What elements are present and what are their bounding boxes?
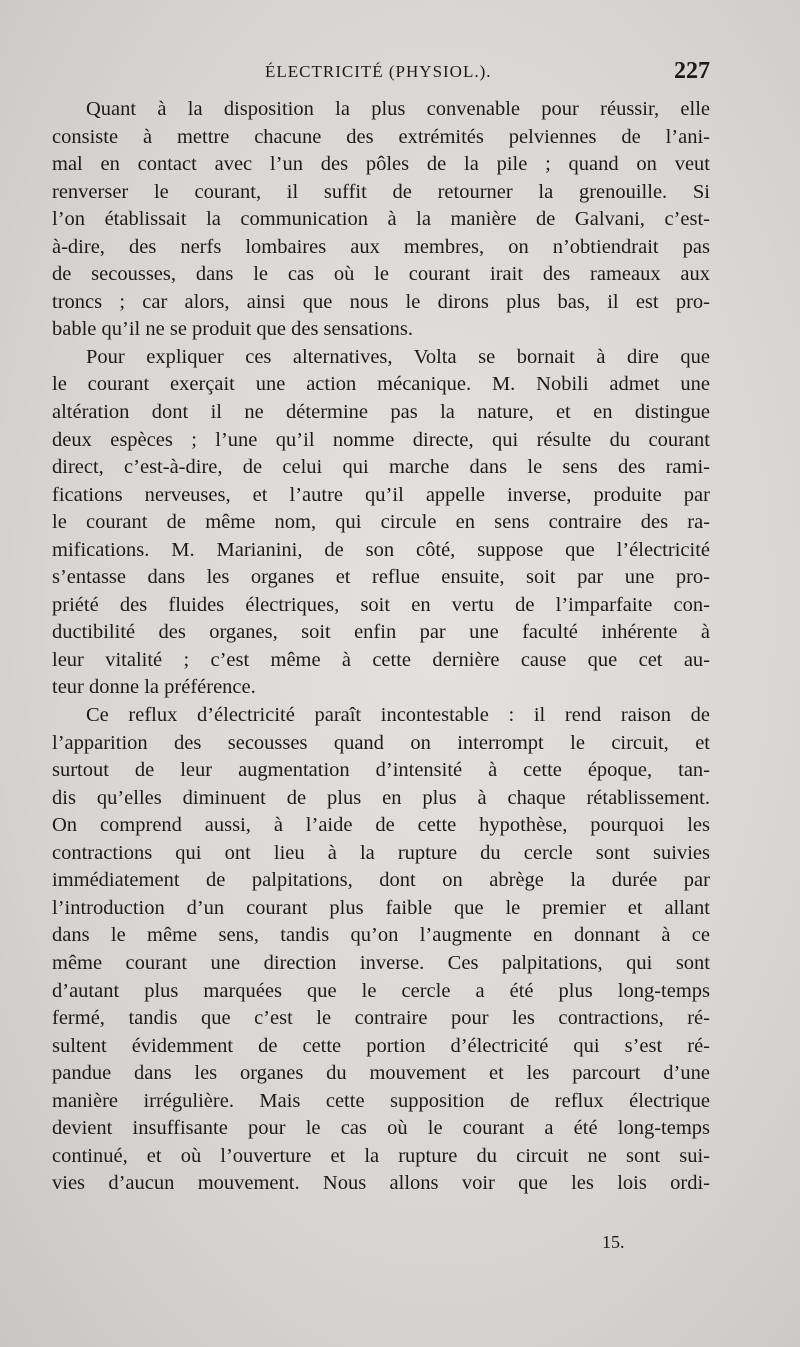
paragraph-2 xyxy=(52,344,710,702)
text-line: altération dont il ne détermine pas la nature, et en distingue xyxy=(52,401,710,424)
text-line: sultent évidemment de cette portion d’électricité qui s’est ré- xyxy=(52,1034,710,1057)
running-head: ÉLECTRICITÉ (PHYSIOL.). xyxy=(265,62,492,81)
text-line: priété des fluides électriques, soit en vertu de l’imparfaite con- xyxy=(52,593,710,616)
text-line: le courant de même nom, qui circule en sens contraire des ra- xyxy=(52,511,710,534)
text-line: On comprend aussi, à l’aide de cette hypothèse, pourquoi les xyxy=(52,814,710,837)
text-line: teur donne la préférence. xyxy=(52,676,256,699)
text-line: ductibilité des organes, soit enfin par une faculté inhérente à xyxy=(52,621,710,644)
text-line: l’apparition des secousses quand on interrompt le circuit, et xyxy=(52,731,710,754)
text-line: fermé, tandis que c’est le contraire pour les contractions, ré- xyxy=(52,1007,710,1030)
text-line: immédiatement de palpitations, dont on abrège la durée par xyxy=(52,869,710,892)
text-line: l’on établissait la communication à la manière de Galvani, c’est- xyxy=(52,208,710,231)
text-line: devient insuffisante pour le cas où le courant a été long-temps xyxy=(52,1117,710,1140)
text-line: bable qu’il ne se produit que des sensations. xyxy=(52,318,413,341)
paragraph-3 xyxy=(52,702,710,1198)
text-line: Pour expliquer ces alternatives, Volta se bornait à dire que xyxy=(86,345,710,368)
text-line: continué, et où l’ouverture et la rupture du circuit ne sont sui- xyxy=(52,1144,710,1167)
text-line: fications nerveuses, et l’autre qu’il appelle inverse, produite par xyxy=(52,483,710,506)
paragraph-1 xyxy=(52,96,710,344)
text-line: contractions qui ont lieu à la rupture du cercle sont suivies xyxy=(52,841,710,864)
text-line: le courant exerçait une action mécanique. M. Nobili admet une xyxy=(52,373,710,396)
text-line: surtout de leur augmentation d’intensité à cette époque, tan- xyxy=(52,759,710,782)
text-line: direct, c’est-à-dire, de celui qui marche dans le sens des rami- xyxy=(52,456,710,479)
text-line: à-dire, des nerfs lombaires aux membres, on n’obtiendrait pas xyxy=(52,235,710,258)
page-header xyxy=(60,58,710,92)
text-line: pandue dans les organes du mouvement et les parcourt d’une xyxy=(52,1062,710,1085)
page-number: 227 xyxy=(674,58,710,84)
text-line: dans le même sens, tandis qu’on l’augmente en donnant à ce xyxy=(52,924,710,947)
text-line: mifications. M. Marianini, de son côté, suppose que l’électricité xyxy=(52,538,710,561)
text-line: consiste à mettre chacune des extrémités pelviennes de l’ani- xyxy=(52,125,710,148)
text-line: vies d’aucun mouvement. Nous allons voir que les lois ordi- xyxy=(52,1172,710,1195)
text-line: dis qu’elles diminuent de plus en plus à chaque rétablissement. xyxy=(52,786,710,809)
text-line: leur vitalité ; c’est même à cette dernière cause que cet au- xyxy=(52,648,710,671)
text-line: troncs ; car alors, ainsi que nous le dirons plus bas, il est pro- xyxy=(52,290,710,313)
text-line: renverser le courant, il suffit de retourner la grenouille. Si xyxy=(52,180,710,203)
signature-mark: 15. xyxy=(602,1232,625,1252)
text-line: de secousses, dans le cas où le courant irait des rameaux aux xyxy=(52,263,710,286)
text-line: manière irrégulière. Mais cette supposition de reflux électrique xyxy=(52,1089,710,1112)
text-line: l’introduction d’un courant plus faible que le premier et allant xyxy=(52,896,710,919)
text-line: même courant une direction inverse. Ces palpitations, qui sont xyxy=(52,951,710,974)
text-line: mal en contact avec l’un des pôles de la pile ; quand on veut xyxy=(52,153,710,176)
text-line: s’entasse dans les organes et reflue ensuite, soit par une pro- xyxy=(52,566,710,589)
text-line: Ce reflux d’électricité paraît incontestable : il rend raison de xyxy=(86,704,710,727)
text-line: d’autant plus marquées que le cercle a été plus long-temps xyxy=(52,979,710,1002)
text-line: Quant à la disposition la plus convenable pour réussir, elle xyxy=(86,98,710,120)
text-line: deux espèces ; l’une qu’il nomme directe, qui résulte du courant xyxy=(52,428,710,451)
body-text xyxy=(52,96,710,1198)
